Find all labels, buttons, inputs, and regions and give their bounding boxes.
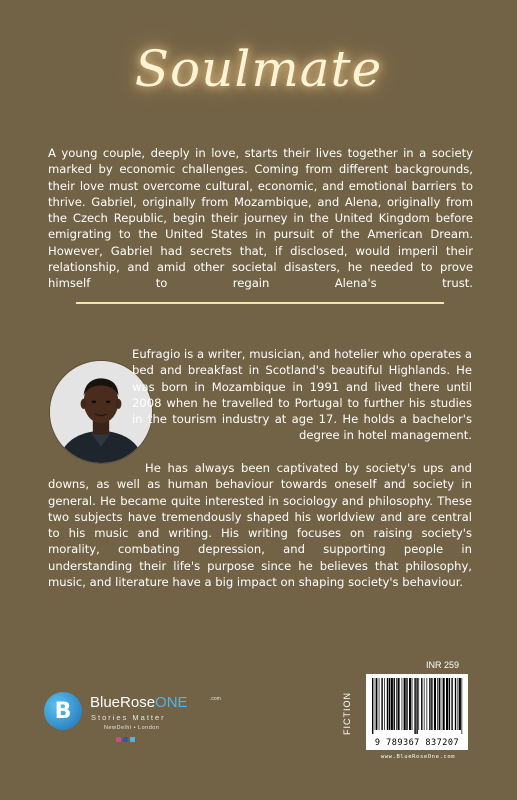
social-icons	[116, 737, 135, 742]
book-title: Soulmate	[134, 40, 383, 98]
facebook-icon	[123, 737, 128, 742]
publisher-name-main: BlueRose	[90, 694, 156, 711]
publisher-tagline: Stories Matter	[91, 713, 166, 722]
synopsis-text: A young couple, deeply in love, starts their lives together in a society marked by economic challenges. Coming from different backgrounds, their love must overcome cultural, economic, and emotional barriers to thrive. Gabriel, originally from Mozambique, and Alena, originally from the Czech Republic, begin their journey in the United Kingdom before emigrating to the United States in pursuit of the American Dream. However, Gabriel had secrets that, if disclosed, would imperil their relationship, and amid other societal disasters, he needed to prove himself to regain Alena's trust.	[48, 146, 473, 291]
publisher-name	[90, 694, 188, 711]
price-label: INR 259	[426, 660, 460, 670]
author-bio-paragraph-1: Eufragio is a writer, musician, and hotelier who operates a bed and breakfast in Scotland's beautiful Highlands. He was born in Mozambique in 1991 and lived there until 2008 when he travelled to Portugal to further his studies in the tourism industry at age 17. He holds a bachelor's degree in hotel management.	[132, 347, 472, 443]
genre-label: FICTION	[342, 692, 352, 735]
author-bio-paragraph-2: He has always been captivated by society's ups and downs, as well as human behaviour towards oneself and society in general. He became quite interested in sociology and philosophy. These two subjects have tremendously shaped his worldview and are central to his music and writing. His writing focuses on raising society's morality, combating depression, and supporting people in understanding their life's purpose since he believes that philosophy, music, and literature have a big impact on shaping society's behaviour.	[48, 461, 472, 590]
twitter-icon	[130, 737, 135, 742]
publisher-logo	[44, 692, 224, 762]
publisher-name-accent: ONE	[155, 694, 188, 711]
isbn-number: 9 789367 837207	[374, 738, 460, 748]
instagram-icon	[116, 737, 121, 742]
publisher-logo-icon: B	[44, 692, 82, 730]
section-divider	[76, 302, 444, 304]
barcode-bars	[366, 674, 468, 738]
publisher-domain-suffix: .com	[210, 696, 221, 702]
isbn-barcode	[366, 674, 468, 750]
publisher-cities: NewDelhi • London	[104, 725, 160, 731]
publisher-website: www.BlueRoseOne.com	[380, 754, 456, 760]
